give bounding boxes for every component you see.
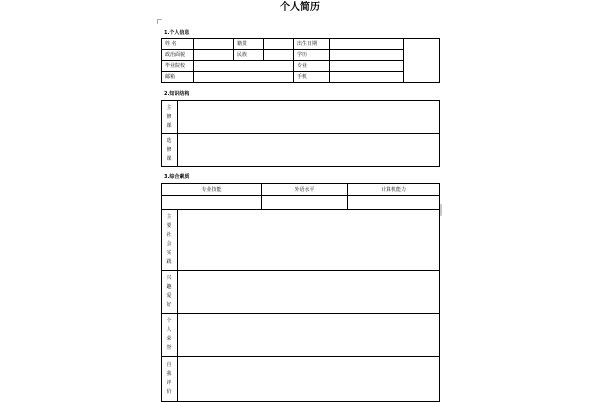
political-status-label: 政治面貌 (162, 50, 194, 61)
table-row (162, 196, 440, 210)
social-practice-value[interactable] (178, 210, 440, 271)
table-row (162, 39, 440, 50)
political-status-value[interactable] (194, 50, 234, 61)
name-label: 姓 名 (162, 39, 194, 50)
photo-cell[interactable] (404, 39, 440, 83)
honors-value[interactable] (178, 314, 440, 357)
school-label: 毕业院校 (162, 61, 194, 72)
main-course-label: 主修课 (162, 101, 178, 134)
name-value[interactable] (194, 39, 234, 50)
skills-header: 专业技能 (162, 184, 262, 196)
native-place-label: 籍贯 (234, 39, 264, 50)
table-row (162, 101, 440, 134)
language-header: 外语水平 (262, 184, 348, 196)
major-value[interactable] (330, 61, 404, 72)
table-row (162, 72, 440, 83)
hobbies-label: 兴趣爱好 (162, 271, 178, 314)
quality-table (161, 183, 440, 210)
evaluation-table (161, 209, 440, 402)
table-row (162, 61, 440, 72)
language-value[interactable] (262, 196, 348, 210)
elective-course-label: 选修课 (162, 134, 178, 167)
personal-info-table (161, 38, 440, 83)
phone-label: 手机 (294, 72, 330, 83)
table-row (162, 210, 440, 271)
section-title-personal: 1.个人信息 (164, 30, 190, 36)
table-row (162, 134, 440, 167)
honors-label: 个人荣誉 (162, 314, 178, 357)
social-practice-label: 主要社会实践 (162, 210, 178, 271)
ethnicity-value[interactable] (264, 50, 294, 61)
ethnicity-label: 民族 (234, 50, 264, 61)
self-eval-value[interactable] (178, 357, 440, 402)
email-value[interactable] (194, 72, 294, 83)
education-label: 学历 (294, 50, 330, 61)
table-row (162, 184, 440, 196)
birth-date-value[interactable] (330, 39, 404, 50)
computer-value[interactable] (348, 196, 440, 210)
self-eval-label: 自我评价 (162, 357, 178, 402)
education-value[interactable] (330, 50, 404, 61)
section-title-quality: 3.综合素质 (164, 174, 190, 180)
page-title: 个人简历 (280, 2, 320, 13)
table-row (162, 314, 440, 357)
knowledge-table (161, 100, 440, 167)
school-value[interactable] (194, 61, 294, 72)
computer-header: 计算机能力 (348, 184, 440, 196)
birth-date-label: 出生日期 (294, 39, 330, 50)
major-label: 专业 (294, 61, 330, 72)
email-label: 邮箱 (162, 72, 194, 83)
section-title-knowledge: 2.知识结构 (164, 91, 190, 97)
table-row (162, 271, 440, 314)
phone-value[interactable] (330, 72, 404, 83)
table-row (162, 357, 440, 402)
main-course-value[interactable] (178, 101, 440, 134)
native-place-value[interactable] (264, 39, 294, 50)
hobbies-value[interactable] (178, 271, 440, 314)
elective-course-value[interactable] (178, 134, 440, 167)
skills-value[interactable] (162, 196, 262, 210)
table-move-handle[interactable] (157, 19, 162, 24)
table-row (162, 50, 440, 61)
